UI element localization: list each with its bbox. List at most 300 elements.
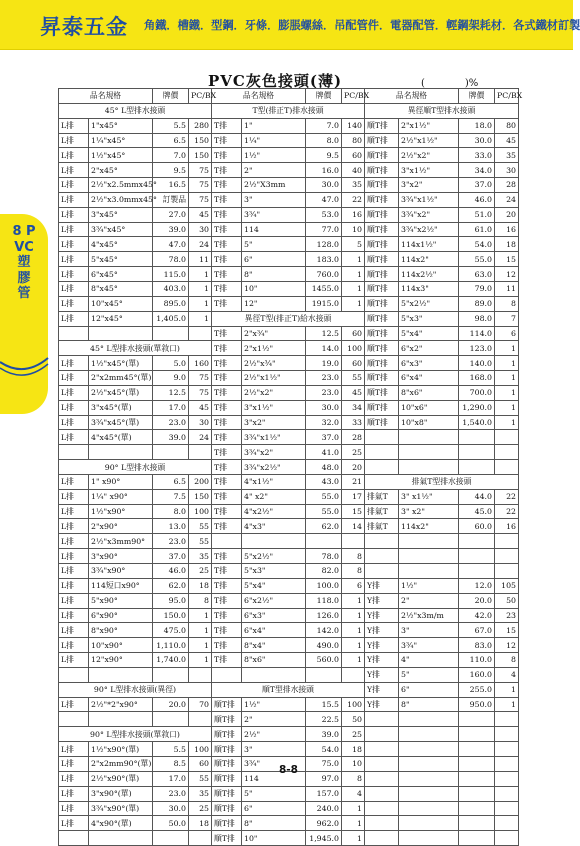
table-row [59, 608, 519, 623]
item-pcbx: 1 [189, 267, 212, 282]
item-pcbx: 75 [189, 192, 212, 207]
table-row [59, 326, 519, 341]
item-spec: 5"x45° [89, 252, 153, 267]
item-spec: 114x1½" [399, 237, 459, 252]
item-spec: 4"x45°(單) [89, 430, 153, 445]
item-pcbx: 15 [342, 504, 365, 519]
item-price: 55.0 [459, 252, 495, 267]
item-price: 78.0 [153, 252, 189, 267]
item-pcbx: 100 [342, 341, 365, 356]
item-price: 45.0 [459, 504, 495, 519]
table-row [59, 356, 519, 371]
item-price: 126.0 [306, 608, 342, 623]
item-price: 62.0 [306, 519, 342, 534]
item-spec: 3¾"x90° [89, 564, 153, 579]
item-price: 23.0 [306, 371, 342, 386]
item-spec: 1½"x45° [89, 148, 153, 163]
item-type: L排 [59, 192, 89, 207]
item-price: 18.0 [459, 118, 495, 133]
item-type: L排 [59, 148, 89, 163]
table-row [59, 653, 519, 668]
item-price [153, 831, 189, 846]
item-spec: 2½"x¾" [242, 356, 306, 371]
item-spec: 10"x90° [89, 638, 153, 653]
chapter-label: 8 PVC塑膠管 [12, 224, 36, 301]
item-price: 62.0 [153, 578, 189, 593]
item-spec: 2½"x3mm90° [89, 534, 153, 549]
table-row [59, 697, 519, 712]
table-row [59, 103, 519, 118]
item-spec: 2½"x3m/m [399, 608, 459, 623]
item-price: 60.0 [459, 519, 495, 534]
item-pcbx: 7 [495, 311, 519, 326]
item-spec: 8"x6" [399, 385, 459, 400]
item-price: 1,740.0 [153, 653, 189, 668]
item-type: Y排 [365, 667, 399, 682]
item-pcbx [495, 564, 519, 579]
item-price: 560.0 [306, 653, 342, 668]
item-spec: 114x2½" [399, 267, 459, 282]
item-type: 順T排 [365, 356, 399, 371]
item-spec: 2½"x1½" [399, 133, 459, 148]
item-pcbx: 60 [342, 356, 365, 371]
item-spec: 2½"x1½" [242, 371, 306, 386]
item-pcbx: 1 [189, 281, 212, 296]
item-price: 168.0 [459, 371, 495, 386]
item-spec: 114短口x90° [89, 578, 153, 593]
item-spec: 10" [242, 281, 306, 296]
item-price: 150.0 [153, 608, 189, 623]
item-price: 83.0 [459, 638, 495, 653]
page-number: 8-8 [279, 764, 298, 776]
item-pcbx: 50 [342, 712, 365, 727]
item-price: 50.0 [153, 816, 189, 831]
table-row [59, 148, 519, 163]
item-pcbx: 1 [342, 267, 365, 282]
column-header: 牌價 [153, 89, 189, 104]
item-type [59, 831, 89, 846]
item-price: 16.5 [153, 178, 189, 193]
item-spec: 10" [242, 831, 306, 846]
item-type: T排 [212, 237, 242, 252]
item-spec: 2"x¾" [242, 326, 306, 341]
item-price: 46.0 [153, 564, 189, 579]
item-pcbx: 8 [495, 653, 519, 668]
item-pcbx: 35 [189, 549, 212, 564]
section-heading: 45° L型排水接頭 [59, 103, 212, 118]
item-spec: 1½"x90°(單) [89, 742, 153, 757]
item-type: T排 [212, 385, 242, 400]
item-spec: 3¾"x2" [242, 445, 306, 460]
section-heading: 異徑T型(排正T)給水接頭 [212, 311, 365, 326]
item-type: 順T排 [365, 192, 399, 207]
item-pcbx: 100 [189, 742, 212, 757]
item-spec: 5"x90° [89, 593, 153, 608]
item-type: L排 [59, 756, 89, 771]
item-type: T排 [212, 415, 242, 430]
item-price: 51.0 [459, 207, 495, 222]
item-price: 39.0 [306, 727, 342, 742]
item-type: 順T排 [365, 281, 399, 296]
item-type: T排 [212, 519, 242, 534]
item-pcbx: 1 [495, 682, 519, 697]
item-type: Y排 [365, 578, 399, 593]
item-pcbx: 1 [495, 371, 519, 386]
item-spec: 1"x45° [89, 118, 153, 133]
item-price: 123.0 [459, 341, 495, 356]
item-type: L排 [59, 385, 89, 400]
item-price: 37.0 [306, 430, 342, 445]
header-banner [0, 0, 580, 50]
item-pcbx: 25 [189, 801, 212, 816]
item-type: Y排 [365, 593, 399, 608]
table-row [59, 742, 519, 757]
item-pcbx: 4 [342, 786, 365, 801]
item-type: T排 [212, 445, 242, 460]
item-type: 排氣T [365, 504, 399, 519]
item-spec: 10"x6" [399, 400, 459, 415]
item-price [153, 667, 189, 682]
item-spec: 3¾"x2½" [242, 460, 306, 475]
price-table [58, 88, 523, 846]
item-type: T排 [212, 549, 242, 564]
item-type: Y排 [365, 653, 399, 668]
item-price: 53.0 [306, 207, 342, 222]
table-row [59, 593, 519, 608]
item-pcbx: 30 [495, 163, 519, 178]
item-pcbx: 1 [495, 415, 519, 430]
item-spec [399, 786, 459, 801]
item-spec: 3"x1½" [399, 163, 459, 178]
item-price [459, 816, 495, 831]
item-spec: 5" [242, 786, 306, 801]
item-spec: 5"x2½" [399, 296, 459, 311]
item-price: 46.0 [459, 192, 495, 207]
item-spec: 5"x3" [399, 311, 459, 326]
item-price: 142.0 [306, 623, 342, 638]
item-type: L排 [59, 504, 89, 519]
item-spec: 3¾"x1½" [399, 192, 459, 207]
item-price: 37.0 [459, 178, 495, 193]
item-spec: 4" [399, 653, 459, 668]
item-price: 1455.0 [306, 281, 342, 296]
item-pcbx: 45 [189, 207, 212, 222]
brand-tagline: 角鐵．槽鐵．型鋼．牙條．膨脹螺絲．吊配管件．電器配管．輕鋼架耗材．各式鐵材訂製 [144, 19, 580, 32]
item-pcbx: 1 [495, 400, 519, 415]
item-type [365, 742, 399, 757]
item-pcbx [495, 771, 519, 786]
item-pcbx: 16 [495, 222, 519, 237]
item-price [459, 786, 495, 801]
item-price: 7.0 [153, 148, 189, 163]
item-price [459, 712, 495, 727]
item-pcbx [495, 816, 519, 831]
item-price [459, 564, 495, 579]
item-spec: 2"x2mm45°(單) [89, 371, 153, 386]
item-price: 55.0 [306, 504, 342, 519]
item-spec: 2½"x45°(單) [89, 385, 153, 400]
item-pcbx: 1 [495, 356, 519, 371]
item-spec [89, 831, 153, 846]
item-spec: 5" [399, 667, 459, 682]
item-spec: 1" [242, 118, 306, 133]
item-spec: 8"x45° [89, 281, 153, 296]
item-pcbx [495, 430, 519, 445]
item-spec: 6"x3" [242, 608, 306, 623]
item-price: 30.0 [306, 400, 342, 415]
item-spec [89, 712, 153, 727]
table-header-row [59, 89, 519, 104]
item-pcbx: 8 [189, 593, 212, 608]
item-price: 255.0 [459, 682, 495, 697]
item-pcbx: 20 [342, 460, 365, 475]
item-spec: 6"x2½" [242, 593, 306, 608]
item-spec [399, 430, 459, 445]
item-spec: 2½"X3mm [242, 178, 306, 193]
item-type: T排 [212, 474, 242, 489]
item-spec: 3¾" [242, 756, 306, 771]
item-spec: 3¾" [399, 638, 459, 653]
item-type: T排 [212, 371, 242, 386]
item-spec: 2"x1½" [399, 118, 459, 133]
item-spec: 2½"x3.0mmx45° [89, 192, 153, 207]
item-type: T排 [212, 593, 242, 608]
item-price: 37.0 [153, 549, 189, 564]
item-pcbx: 100 [342, 697, 365, 712]
section-heading: 異徑順T型排水接頭 [365, 103, 519, 118]
item-spec: 6"x3" [399, 356, 459, 371]
item-price: 6.5 [153, 474, 189, 489]
table-row [59, 341, 519, 356]
item-spec: 3"x2" [399, 178, 459, 193]
item-type: L排 [59, 207, 89, 222]
item-type: 順T排 [365, 252, 399, 267]
item-spec: 114 [242, 222, 306, 237]
item-pcbx: 24 [189, 237, 212, 252]
table-row [59, 801, 519, 816]
item-spec: 10"x8" [399, 415, 459, 430]
item-type: L排 [59, 608, 89, 623]
item-pcbx: 17 [342, 489, 365, 504]
item-price: 48.0 [306, 460, 342, 475]
item-type: T排 [212, 638, 242, 653]
item-spec: 6" [399, 682, 459, 697]
item-spec: 3"x45° [89, 207, 153, 222]
item-price [153, 712, 189, 727]
item-spec: 4"x2½" [242, 504, 306, 519]
item-spec [399, 801, 459, 816]
column-header: 品名規格 [59, 89, 153, 104]
item-price: 82.0 [306, 564, 342, 579]
item-type: L排 [59, 771, 89, 786]
item-price: 895.0 [153, 296, 189, 311]
item-price: 5.5 [153, 742, 189, 757]
section-heading: T型(排正T)排水接頭 [212, 103, 365, 118]
item-pcbx: 1 [342, 831, 365, 846]
item-price: 1,110.0 [153, 638, 189, 653]
item-type: L排 [59, 653, 89, 668]
item-spec: 3"x90°(單) [89, 786, 153, 801]
item-price: 9.5 [306, 148, 342, 163]
item-price: 43.0 [306, 474, 342, 489]
item-price: 118.0 [306, 593, 342, 608]
item-pcbx: 35 [342, 178, 365, 193]
item-spec [399, 445, 459, 460]
item-type: 順T排 [365, 326, 399, 341]
item-type: 順T排 [212, 756, 242, 771]
item-pcbx [342, 534, 365, 549]
item-price: 39.0 [153, 222, 189, 237]
item-spec: 5" [242, 237, 306, 252]
item-price [459, 727, 495, 742]
item-spec: 4"x3" [242, 519, 306, 534]
column-header: 品名規格 [212, 89, 306, 104]
item-type: T排 [212, 267, 242, 282]
table-row [59, 489, 519, 504]
item-spec: 2" [242, 163, 306, 178]
table-row [59, 296, 519, 311]
item-pcbx: 1 [189, 653, 212, 668]
item-pcbx: 150 [189, 133, 212, 148]
table-row [59, 281, 519, 296]
item-spec: 8"x4" [242, 638, 306, 653]
item-pcbx: 12 [495, 267, 519, 282]
item-price: 7.5 [153, 489, 189, 504]
item-type: L排 [59, 281, 89, 296]
item-pcbx: 1 [189, 311, 212, 326]
item-type: Y排 [365, 623, 399, 638]
item-type: T排 [212, 222, 242, 237]
item-spec: 5"x4" [399, 326, 459, 341]
table-row [59, 400, 519, 415]
item-type [59, 445, 89, 460]
item-price [459, 460, 495, 475]
item-spec: 3" [242, 192, 306, 207]
item-type: T排 [212, 296, 242, 311]
item-pcbx: 1 [189, 623, 212, 638]
item-price: 12.5 [306, 326, 342, 341]
item-price: 20.0 [153, 697, 189, 712]
item-price: 98.0 [459, 311, 495, 326]
item-type: 順T排 [212, 786, 242, 801]
item-type: L排 [59, 430, 89, 445]
table-row [59, 727, 519, 742]
item-pcbx: 12 [495, 638, 519, 653]
item-price: 7.0 [306, 118, 342, 133]
item-pcbx: 28 [495, 178, 519, 193]
item-price: 75.0 [306, 756, 342, 771]
item-price: 9.5 [153, 163, 189, 178]
item-type: L排 [59, 118, 89, 133]
item-pcbx [495, 801, 519, 816]
item-price: 157.0 [306, 786, 342, 801]
item-spec: 8" [399, 697, 459, 712]
item-price [153, 445, 189, 460]
item-spec: 6"x4" [242, 623, 306, 638]
item-type: L排 [59, 371, 89, 386]
item-spec: 1½" [399, 578, 459, 593]
item-spec: 3¾"x45°(單) [89, 415, 153, 430]
item-pcbx: 70 [189, 697, 212, 712]
item-pcbx: 100 [189, 504, 212, 519]
item-price: 47.0 [153, 237, 189, 252]
item-pcbx: 1 [342, 593, 365, 608]
item-type: L排 [59, 267, 89, 282]
item-price: 1,290.0 [459, 400, 495, 415]
item-price: 78.0 [306, 549, 342, 564]
item-price: 22.5 [306, 712, 342, 727]
item-price: 63.0 [459, 267, 495, 282]
item-pcbx: 11 [189, 252, 212, 267]
item-price: 77.0 [306, 222, 342, 237]
table-row [59, 178, 519, 193]
item-price [153, 326, 189, 341]
item-price: 54.0 [459, 237, 495, 252]
table-row [59, 118, 519, 133]
item-pcbx: 25 [342, 445, 365, 460]
item-spec: 114x2" [399, 252, 459, 267]
item-price: 47.0 [306, 192, 342, 207]
item-pcbx: 15 [495, 623, 519, 638]
item-type: 排氣T [365, 489, 399, 504]
item-pcbx: 140 [342, 118, 365, 133]
item-price: 1,945.0 [306, 831, 342, 846]
table-row [59, 474, 519, 489]
item-price: 79.0 [459, 281, 495, 296]
item-pcbx: 45 [189, 400, 212, 415]
item-spec: 8" [242, 267, 306, 282]
item-price [459, 549, 495, 564]
column-header: PC/BX [495, 89, 519, 104]
item-spec [399, 564, 459, 579]
item-price [459, 445, 495, 460]
item-type: T排 [212, 118, 242, 133]
item-type: T排 [212, 326, 242, 341]
item-pcbx: 6 [342, 578, 365, 593]
item-spec: 3¾"x1½" [242, 430, 306, 445]
item-type: L排 [59, 178, 89, 193]
item-pcbx: 1 [342, 608, 365, 623]
item-type: 順T排 [212, 697, 242, 712]
item-pcbx: 1 [495, 697, 519, 712]
item-pcbx: 1 [342, 816, 365, 831]
table-row [59, 831, 519, 846]
item-pcbx: 1 [342, 252, 365, 267]
column-header: 牌價 [306, 89, 342, 104]
item-price: 1,405.0 [153, 311, 189, 326]
item-type: L排 [59, 489, 89, 504]
table-row [59, 430, 519, 445]
item-pcbx: 45 [342, 385, 365, 400]
item-type: 順T排 [365, 178, 399, 193]
item-pcbx [495, 786, 519, 801]
item-price: 8.0 [306, 133, 342, 148]
item-type: 順T排 [212, 816, 242, 831]
item-type: 順T排 [365, 133, 399, 148]
item-spec: 6" [242, 801, 306, 816]
item-type [365, 786, 399, 801]
item-pcbx [189, 445, 212, 460]
item-pcbx: 24 [495, 192, 519, 207]
item-type: L排 [59, 163, 89, 178]
item-type: L排 [59, 519, 89, 534]
item-pcbx: 160 [189, 356, 212, 371]
table-row [59, 682, 519, 697]
item-price: 16.0 [306, 163, 342, 178]
item-type: L排 [59, 549, 89, 564]
item-pcbx: 35 [495, 148, 519, 163]
item-type: T排 [212, 653, 242, 668]
